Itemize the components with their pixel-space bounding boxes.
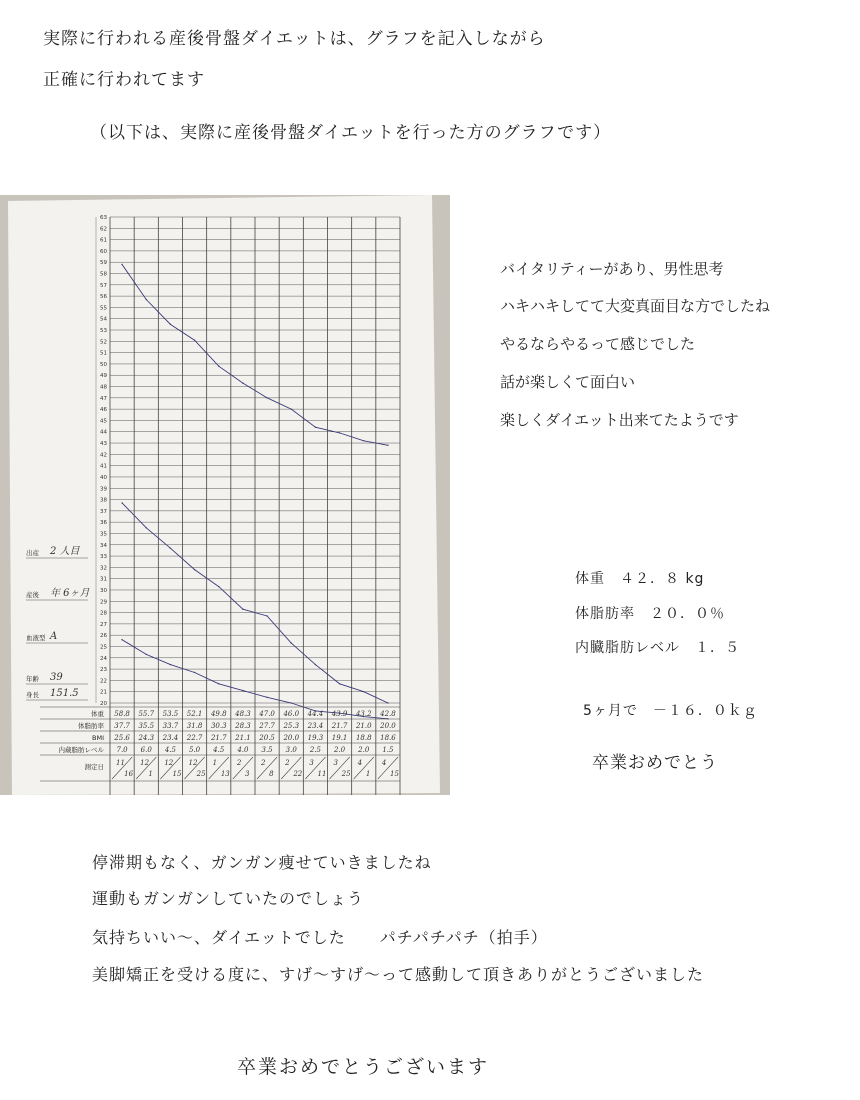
info-label: 身長 <box>26 691 39 699</box>
table-cell: 6.0 <box>140 746 152 754</box>
closing-text: 卒業おめでとうございます <box>237 1056 490 1078</box>
table-cell: 23.4 <box>162 734 179 742</box>
date-day: 15 <box>172 770 182 778</box>
y-tick-label: 39 <box>100 486 107 493</box>
table-row-label: 内蔵脂肪レベル <box>58 746 104 754</box>
y-tick-label: 47 <box>100 395 107 402</box>
y-tick-label: 24 <box>100 655 107 662</box>
date-day: 25 <box>196 770 206 778</box>
y-tick-label: 52 <box>100 339 107 346</box>
y-tick-label: 56 <box>100 294 107 301</box>
series-point <box>291 642 292 643</box>
bottom-line-4: 美脚矯正を受ける度に、すげ～すげ～って感動して頂きありがとうございました <box>92 965 705 984</box>
y-tick-label: 38 <box>100 497 107 504</box>
table-cell: 25.6 <box>114 734 130 742</box>
intro-line-3: （以下は、実際に産後骨盤ダイエットを行った方のグラフです） <box>90 123 612 143</box>
table-cell: 21.7 <box>331 722 348 730</box>
table-cell: 30.3 <box>210 722 227 730</box>
y-tick-label: 48 <box>100 384 107 391</box>
table-cell: 27.7 <box>259 722 275 730</box>
series-point <box>194 339 195 340</box>
table-cell: 52.1 <box>186 710 203 718</box>
table-cell: 33.7 <box>162 722 179 730</box>
y-tick-label: 58 <box>100 271 107 278</box>
date-day: 1 <box>148 770 153 778</box>
y-tick-label: 30 <box>100 587 107 594</box>
date-month: 12 <box>140 759 150 767</box>
y-tick-label: 46 <box>100 407 107 414</box>
y-tick-label: 27 <box>100 621 107 628</box>
series-point <box>291 702 292 703</box>
table-cell: 37.7 <box>114 722 130 730</box>
series-point <box>315 664 316 665</box>
bottom-line-3: 気持ちいい～、ダイエットでした パチパチパチ（拍手） <box>92 928 548 947</box>
y-tick-label: 55 <box>100 305 107 312</box>
table-cell: 42.8 <box>380 710 396 718</box>
series-point <box>291 408 292 409</box>
stat-weight: 体重 ４２．８ kg <box>575 571 705 587</box>
intro-line-2: 正確に行われてます <box>43 70 205 90</box>
table-cell: 43.9 <box>331 710 348 718</box>
y-tick-label: 29 <box>100 599 107 606</box>
table-cell: 55.7 <box>138 710 155 718</box>
date-day: 13 <box>220 770 230 778</box>
series-point <box>218 365 219 366</box>
series-point <box>242 608 243 609</box>
y-tick-label: 32 <box>100 565 107 572</box>
date-month: 2 <box>236 759 242 767</box>
table-cell: 22.7 <box>186 734 203 742</box>
table-cell: 7.0 <box>116 746 128 754</box>
table-cell: 18.8 <box>355 734 372 742</box>
date-day: 15 <box>390 770 399 778</box>
table-row-label: BMI <box>92 734 104 742</box>
table-cell: 25.3 <box>283 722 300 730</box>
table-cell: 35.5 <box>138 722 155 730</box>
info-label: 血液型 <box>26 634 46 642</box>
series-point <box>266 397 267 398</box>
y-tick-label: 42 <box>100 452 107 459</box>
date-row-label: 測定日 <box>84 763 104 771</box>
table-row-label: 体脂肪率 <box>78 722 104 730</box>
table-cell: 20.5 <box>259 734 275 742</box>
comment-1: バイタリティーがあり、男性思考 <box>500 260 724 278</box>
series-point <box>194 672 195 673</box>
table-row-label: 体重 <box>91 710 104 718</box>
date-month: 12 <box>164 759 174 767</box>
y-tick-label: 21 <box>100 689 107 696</box>
table-cell: 4.5 <box>213 746 225 754</box>
table-cell: 44.4 <box>307 710 324 718</box>
y-tick-label: 43 <box>100 441 107 448</box>
info-label: 出産 <box>26 549 39 557</box>
y-tick-label: 62 <box>100 226 107 233</box>
y-tick-label: 57 <box>100 282 107 289</box>
y-tick-label: 50 <box>100 361 107 368</box>
comment-3: やるならやるって感じでした <box>500 335 696 353</box>
table-cell: 28.3 <box>235 722 251 730</box>
series-point <box>387 702 388 703</box>
series-point <box>146 299 147 300</box>
series-point <box>266 615 267 616</box>
table-cell: 4.5 <box>164 746 176 754</box>
y-tick-label: 40 <box>100 474 107 481</box>
date-month: 12 <box>188 759 198 767</box>
table-cell: 48.3 <box>235 710 251 718</box>
y-tick-label: 63 <box>100 215 107 221</box>
table-cell: 3.0 <box>285 746 297 754</box>
series-point <box>170 324 171 325</box>
date-month: 4 <box>381 759 387 767</box>
series-point <box>121 264 122 265</box>
table-cell: 5.0 <box>189 746 201 754</box>
stat-visceral: 内臓脂肪レベル １．５ <box>575 640 740 656</box>
series-point <box>242 690 243 691</box>
series-point <box>339 683 340 684</box>
y-tick-label: 31 <box>100 576 107 583</box>
series-point <box>266 697 267 698</box>
series-point <box>146 654 147 655</box>
congrats-text: 卒業おめでとう <box>592 753 718 773</box>
date-day: 8 <box>269 770 274 778</box>
y-tick-label: 33 <box>100 554 107 561</box>
series-point <box>218 586 219 587</box>
y-tick-label: 23 <box>100 667 107 674</box>
table-cell: 24.3 <box>138 734 155 742</box>
date-month: 11 <box>116 759 125 767</box>
table-cell: 46.0 <box>283 710 300 718</box>
table-cell: 47.0 <box>259 710 275 718</box>
date-month: 3 <box>309 759 314 767</box>
info-value: 151.5 <box>50 688 79 699</box>
y-tick-label: 22 <box>100 678 107 685</box>
date-month: 1 <box>212 759 218 767</box>
date-day: 25 <box>341 770 351 778</box>
date-day: 16 <box>124 770 134 778</box>
y-tick-label: 25 <box>100 644 107 651</box>
comment-5: 楽しくダイエット出来てたようです <box>500 411 739 429</box>
series-point <box>170 664 171 665</box>
table-cell: 2.0 <box>358 746 370 754</box>
date-day: 1 <box>365 770 371 778</box>
table-cell: 2.0 <box>334 746 346 754</box>
table-cell: 31.8 <box>186 722 203 730</box>
bottom-line-1: 停滞期もなく、ガンガン痩せていきましたね <box>92 853 432 872</box>
info-value: 39 <box>50 672 63 683</box>
table-cell: 23.4 <box>307 722 324 730</box>
date-month: 2 <box>285 759 290 767</box>
y-tick-label: 37 <box>100 508 107 515</box>
table-cell: 19.3 <box>307 734 324 742</box>
y-tick-label: 41 <box>100 463 107 470</box>
diet-graph-photo <box>0 195 450 795</box>
table-cell: 20.0 <box>380 722 396 730</box>
info-label: 年齢 <box>26 675 39 683</box>
y-tick-label: 36 <box>100 520 107 527</box>
table-cell: 1.5 <box>382 746 394 754</box>
stat-result: 5ヶ月で －１６．０ｋｇ <box>583 703 758 719</box>
intro-line-1: 実際に行われる産後骨盤ダイエットは、グラフを記入しながら <box>43 29 546 49</box>
series-point <box>363 691 364 692</box>
table-cell: 58.8 <box>114 710 130 718</box>
info-value: A <box>50 631 58 642</box>
y-tick-label: 45 <box>100 418 107 425</box>
table-cell: 21.7 <box>210 734 227 742</box>
y-tick-label: 61 <box>100 237 107 244</box>
table-cell: 43.2 <box>355 710 372 718</box>
y-tick-label: 49 <box>100 373 107 380</box>
y-tick-label: 20 <box>100 701 107 707</box>
date-month: 4 <box>357 759 363 767</box>
table-cell: 19.1 <box>331 734 348 742</box>
series-point <box>387 445 388 446</box>
table-cell: 18.6 <box>380 734 396 742</box>
table-cell: 4.0 <box>237 746 249 754</box>
series-point <box>146 527 147 528</box>
y-tick-label: 60 <box>100 248 107 255</box>
y-tick-label: 35 <box>100 531 107 538</box>
y-tick-label: 53 <box>100 328 107 335</box>
comment-2: ハキハキしてて大変真面目な方でしたね <box>500 297 771 315</box>
date-day: 3 <box>245 770 250 778</box>
table-cell: 49.8 <box>210 710 227 718</box>
series-point <box>242 382 243 383</box>
series-point <box>363 440 364 441</box>
y-tick-label: 44 <box>100 429 107 436</box>
series-point <box>121 639 122 640</box>
date-day: 22 <box>293 770 303 778</box>
info-label: 産後 <box>26 591 39 599</box>
table-cell: 21.0 <box>355 722 372 730</box>
series-point <box>170 547 171 548</box>
table-cell: 20.0 <box>283 734 300 742</box>
table-cell: 53.5 <box>162 710 179 718</box>
info-value: 年 6ヶ月 <box>50 588 90 599</box>
y-tick-label: 26 <box>100 633 107 640</box>
series-point <box>315 427 316 428</box>
date-day: 11 <box>317 770 327 778</box>
stat-body-fat: 体脂肪率 ２０．０％ <box>575 606 725 622</box>
date-month: 2 <box>261 759 266 767</box>
y-tick-label: 54 <box>100 316 107 323</box>
date-month: 3 <box>333 759 338 767</box>
table-cell: 2.5 <box>309 746 321 754</box>
series-point <box>121 502 122 503</box>
comment-4: 話が楽しくて面白い <box>500 373 636 391</box>
info-value: 2 人目 <box>50 546 80 557</box>
y-tick-label: 34 <box>100 542 107 549</box>
table-cell: 21.1 <box>235 734 251 742</box>
y-tick-label: 28 <box>100 610 107 617</box>
table-cell: 3.5 <box>261 746 273 754</box>
series-point <box>194 569 195 570</box>
y-tick-label: 59 <box>100 260 107 267</box>
series-point <box>339 432 340 433</box>
y-tick-label: 51 <box>100 350 107 357</box>
series-point <box>218 683 219 684</box>
bottom-line-2: 運動もガンガンしていたのでしょう <box>92 889 365 908</box>
